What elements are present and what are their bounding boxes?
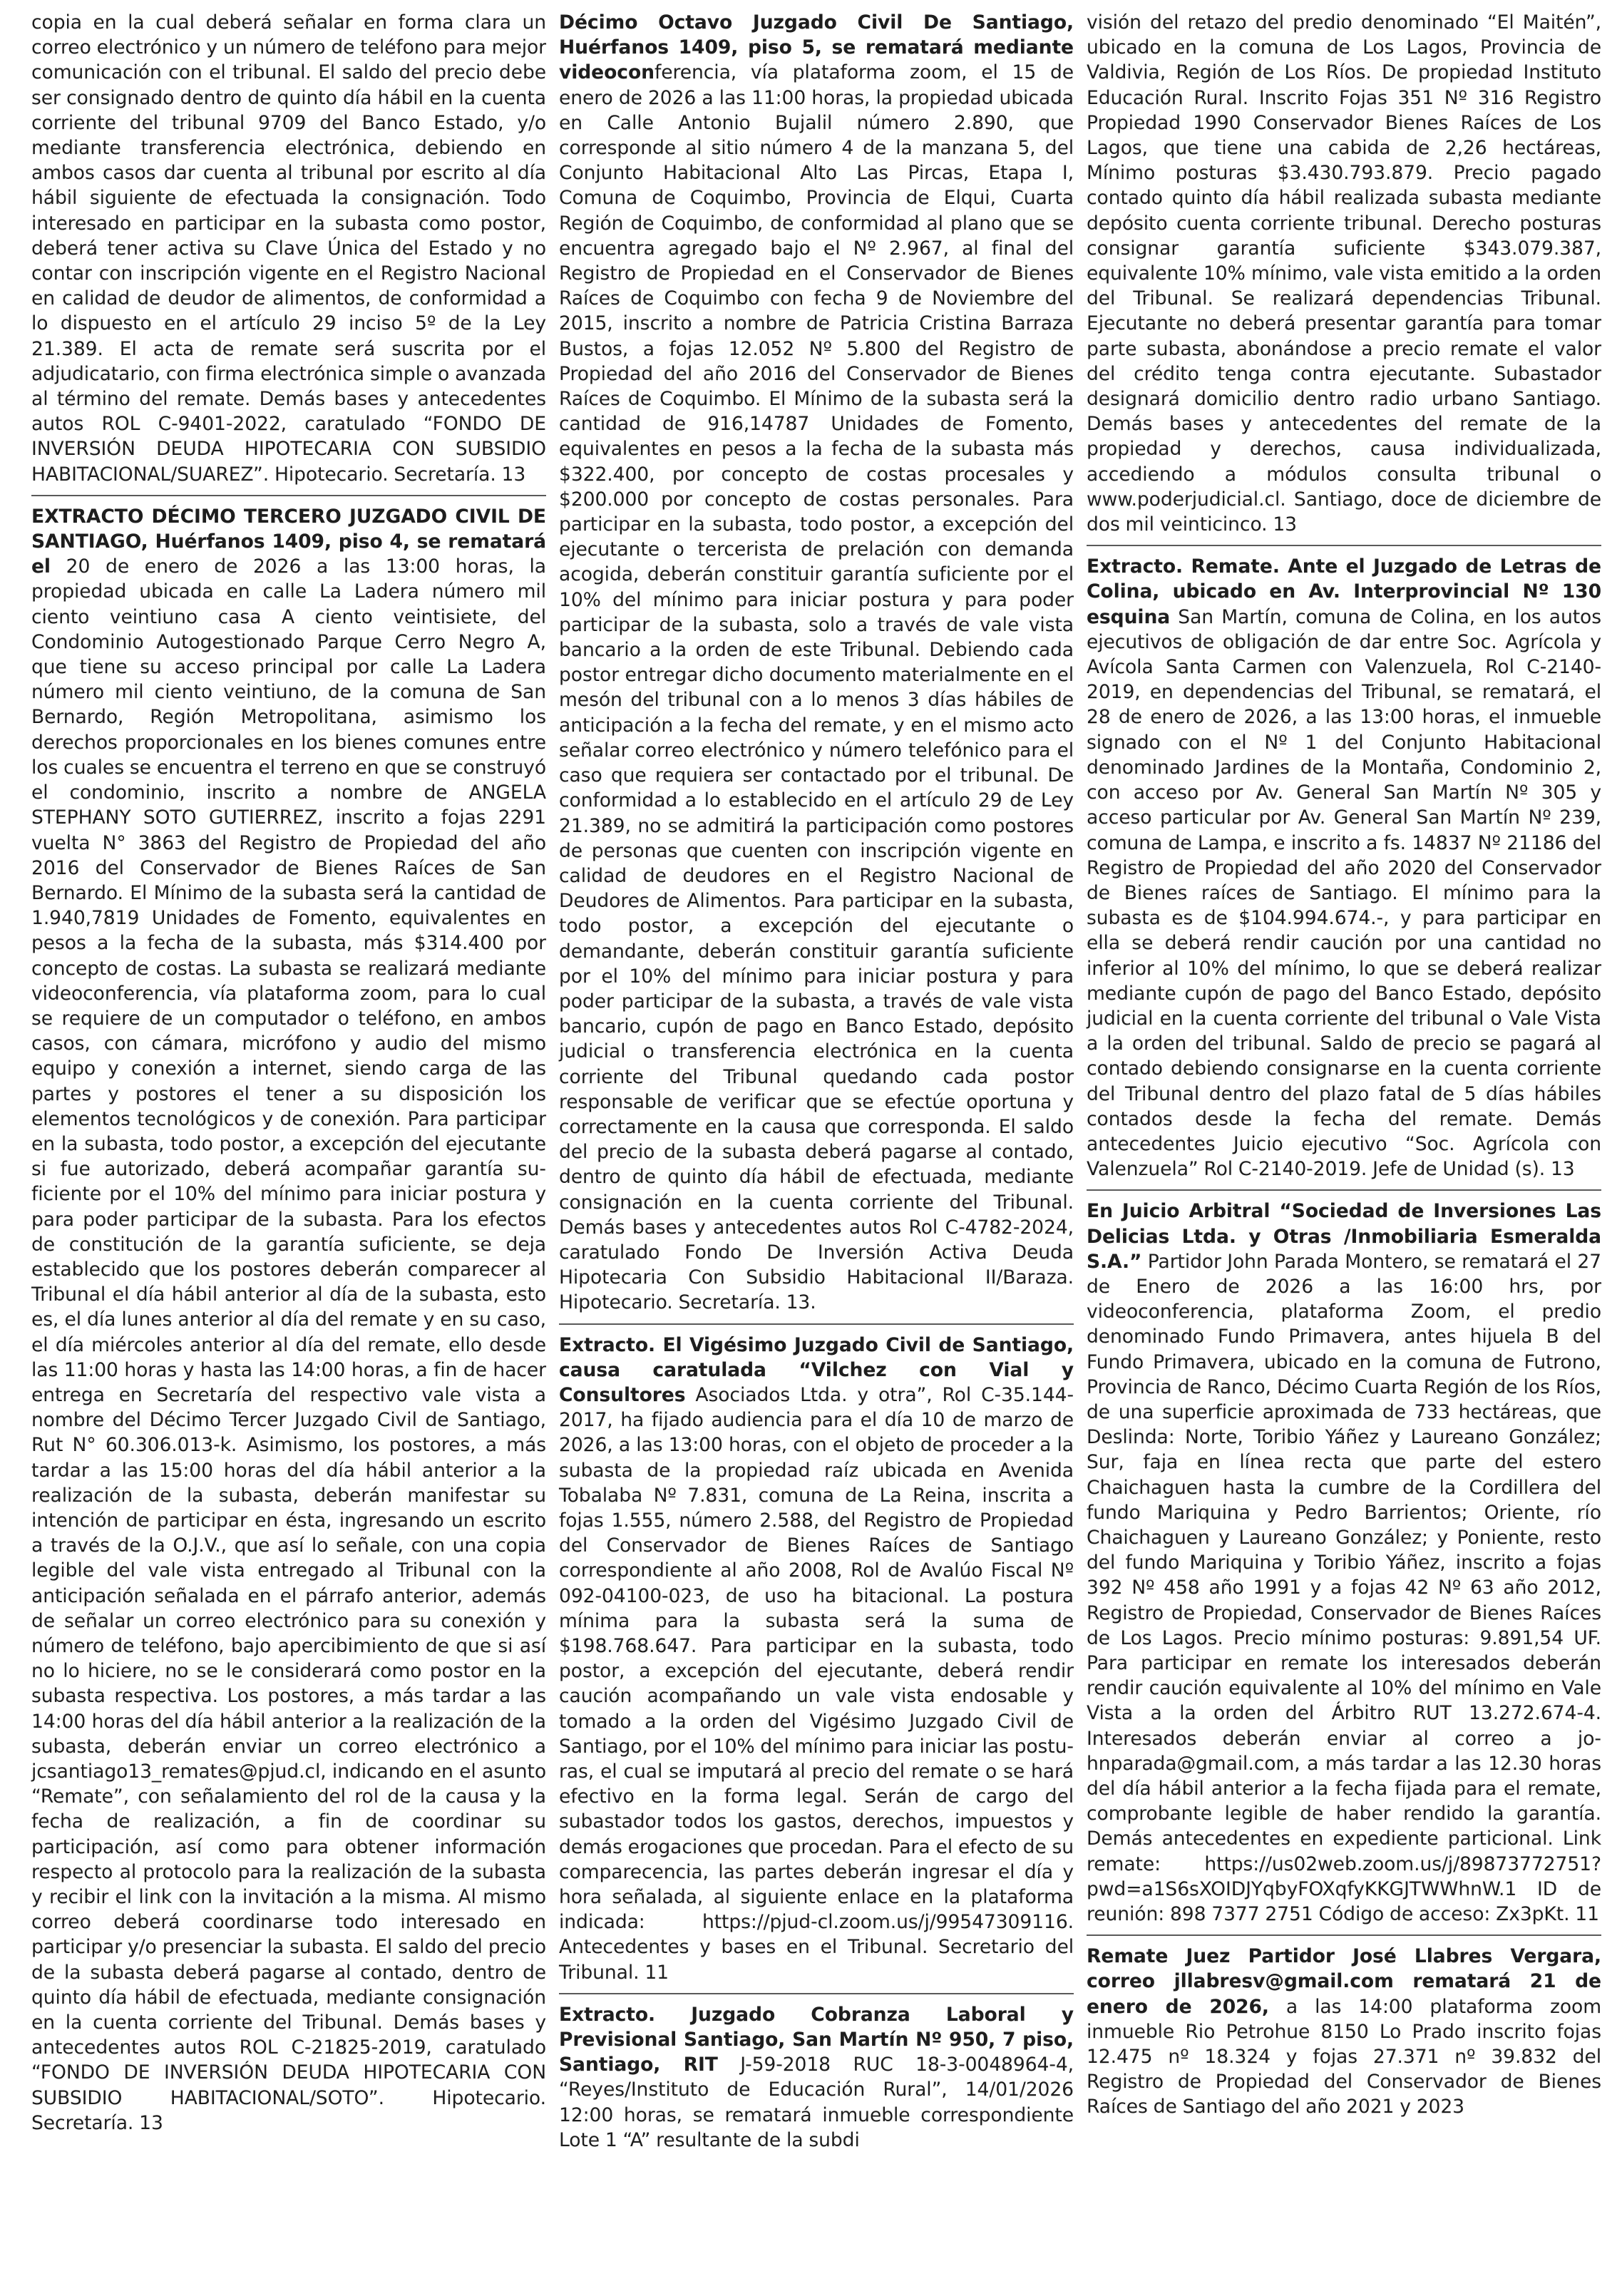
notice-lead: Extracto. Juzgado Cobranza Laboral y Previsional Santiago, San Martín Nº 950, 7 piso, Santiago, RIT — [559, 2003, 1074, 2076]
notice-body: Partidor John Parada Montero, se rematará el 27 de Enero de 2026 a las 16:00 hrs, por videoconferencia, plataforma Zoom, el predio denominado Fundo Primavera, antes hijuela B del Fundo Primavera, ubicado en la comuna de Futrono, Provincia de Ranco, Décimo Cuarta Región de los Ríos, de una superficie aproximada de 733 hectáreas, que Deslinda: Norte, Toribio Yáñez y Laureano González; Sur, faja en línea recta que parte del estero Chaichaguen hasta la cumbre de la Cordillera del fundo Mariquina y Pedro Barrientos; Oriente, río Chaichaguen y Laureano González; y Poniente, resto del fundo Mariquina y Toribio Yáñez, inscrito a fojas 392 Nº 458 año 1991 y a fojas 42 Nº 63 año 2012, Registro de Propiedad, Conservador de Bienes Raíces de Los Lagos. Precio mínimo posturas: 9.891,54 UF. Para participar en remate los interesados deberán rendir caución equivalente al 10% del mínimo en Vale Vista a la orden del Árbitro RUT 13.272.674-4. Interesados deberán enviar al correo a johnparada@gmail.com, a más tardar a las 12.30 horas del día hábil anterior a la fecha fijada para el remate, comprobante legible de haber rendido la garantía. Demás antecedentes en expediente particional. Link remate: https://us02web.zoom.us/j/89873772751?pwd=a1S6sXOIDJYqbyFOXqfyKKGJTWWhnW.1 ID de reunión: 898 7377 2751 Código de acceso: Zx3pKt. 11 — [1087, 1250, 1601, 1926]
notice-divider — [559, 1323, 1074, 1325]
notice-body: ferencia, vía plataforma zoom, el 15 de enero de 2026 a las 11:00 horas, la propiedad ubicada en Calle Antonio Bujalil número 2.890, que corresponde al sitio número 4 de la manzana 5, del Conjunto Habitacional Alto Las Pircas, Etapa I, Comuna de Coquimbo, Provincia de Elqui, Cuarta Región de Coquimbo, de conformidad al plano que se encuentra agregado bajo el Nº 2.967, al final del Registro de Propiedad en el Conservador de Bienes Raíces de Coquimbo con fecha 9 de Noviembre del 2015, inscrito a nombre de Patricia Cristina Barraza Bustos, a fojas 12.052 Nº 5.800 del Registro de Propiedad del año 2016 del Conservador de Bienes Raíces de Coquimbo. El Mínimo de la subasta será la cantidad de 916,14787 Unidades de Fomento, equivalentes en pesos a la fecha de la subasta más $322.400, por concepto de costas procesales y $200.000 por concepto de costas personales. Para participar en la subasta, todo postor, a excepción del ejecutante o tercerista de prelación con demanda acogida, deberán constituir garantía suficiente por el 10% del mínimo para iniciar postura y para poder participar de la subasta, solo a través de vale vista bancario a la orden de este Tribunal. Debiendo cada postor entregar dicho documento materialmente en el mesón del tribunal con a lo menos 3 días hábiles de anticipación a la fecha del remate, y en el mismo acto señalar correo electrónico y número telefónico para el caso que requiera ser contactado por el tribunal. De conformidad a lo establecido en el artículo 29 de Ley 21.389, no se admitirá la participación como postores de personas que cuenten con inscripción vigente en calidad de deudores en el Registro Nacional de Deudores de Alimentos. Para participar en la subasta, todo postor, a excepción del ejecutante o demandante, deberán constituir garantía suficiente por el 10% del mínimo para iniciar postura y para poder participar de la subasta, a través de vale vista bancario, cupón de pago en Banco Estado, depósito judicial o transferencia electrónica en la cuenta corriente del Tribunal quedando cada postor responsable de verificar que se efectúe oportuna y correctamente en la causa que corresponda. El saldo del precio de la subasta deberá pagarse al contado, dentro de quinto día hábil de efectuada, mediante consignación en la cuenta corriente del Tribunal. Demás bases y antecedentes autos Rol C-4782-2024, caratulado Fondo De Inversión Activa Deuda Hipotecaria Con Subsidio Habitacional II/Baraza. Hipotecario. Secretaría. 13. — [559, 61, 1074, 1314]
notice-text — [1087, 554, 1601, 1182]
notice-body: a las 14:00 plataforma zoom inmueble Rio Petrohue 8150 Lo Prado inscrito fojas 12.475 nº 18.324 y fojas 27.371 nº 39.832 del Registro de Propiedad del Conservador de Bienes Raíces de Santiago del año 2021 y 2023 — [1087, 1995, 1601, 2118]
notice-body: San Martín, comuna de Colina, en los autos ejecutivos de obligación de dar entre Soc. Agrícola y Avícola Santa Carmen con Valenzuela, Rol C-2140-2019, en dependencias del Tribunal, se rematará, el 28 de enero de 2026, a las 13:00 horas, el inmueble signado con el Nº 1 del Conjunto Habitacional denominado Jardines de la Montaña, Condominio 2, con acceso por Av. General San Martín Nº 305 y acceso particular por Av. General San Martín Nº 239, comuna de Lampa, e inscrito a fs. 14837 Nº 21186 del Registro de Propiedad del año 2020 del Conservador de Bienes raíces de Santiago. El mínimo para la subasta es de $104.994.674.-, y para participar en ella se deberá rendir caución por una cantidad no inferior al 10% del mínimo, lo que se deberá realizar mediante cupón de pago del Banco Estado, depósito judicial en la cuenta corriente del tribunal o Vale Vista a la orden del tribunal. Saldo de precio se pagará al contado debiendo consignarse en la cuenta corriente del Tribunal dentro del plazo fatal de 5 días hábiles contados desde la fecha del remate. Demás antecedentes Juicio ejecutivo “Soc. Agrícola con Valenzuela” Rol C-2140-2019. Jefe de Unidad (s). 13 — [1087, 605, 1601, 1181]
notice-continuation-el-maiten — [1087, 10, 1601, 537]
notice-decimo-octavo-juzgado — [559, 10, 1074, 1316]
notice-divider — [1087, 545, 1601, 546]
notice-text — [559, 10, 1074, 1316]
notice-juez-partidor-llabres — [1087, 1944, 1601, 2119]
column-3 — [1087, 10, 1601, 2120]
notice-lead: Décimo Octavo Juzgado Civil De Santiago, Huérfanos 1409, piso 5, se rematará mediante videocon — [559, 11, 1074, 84]
notice-text — [31, 10, 546, 487]
notice-juzgado-cobranza-laboral — [559, 2002, 1074, 2153]
notice-text — [1087, 10, 1601, 537]
notice-text — [559, 1333, 1074, 1985]
notice-divider — [31, 495, 546, 496]
notice-body: J-59-2018 RUC 18-3-0048964-4, “Reyes/Instituto de Educación Rural”, 14/01/2026 12:00 horas, se rematará inmueble correspondiente Lote 1 “A” resultante de la subdi — [559, 2054, 1074, 2151]
notice-divider — [1087, 1934, 1601, 1936]
notice-text — [1087, 1199, 1601, 1927]
notice-lead: Extracto. El Vigésimo Juzgado Civil de Santiago, causa caratulada “Vilchez con Vial y Consultores — [559, 1333, 1074, 1406]
notice-continuation-fondo-suarez — [31, 10, 546, 487]
notice-text — [559, 2002, 1074, 2153]
notice-lead: En Juicio Arbitral “Sociedad de Inversiones Las Delicias Ltda. y Otras /Inmobiliaria Esmeralda S.A.” — [1087, 1200, 1601, 1273]
column-1 — [31, 10, 546, 2136]
notice-decimo-tercero-juzgado — [31, 504, 546, 2136]
notice-body: Asociados Ltda. y otra”, Rol C-35.144-2017, ha fijado audiencia para el día 10 de marzo de 2026, a las 13:00 horas, con el objeto de proceder a la subasta de la propiedad raíz ubicada en Avenida Tobalaba Nº 7.831, comuna de La Reina, inscrita a fojas 1.555, número 2.588, del Registro de Propiedad del Conservador de Bienes Raíces de Santiago correspondiente al año 2008, Rol de Avalúo Fiscal Nº 092-04100-023, de uso ha bitacional. La postura mínima para la subasta será la suma de $198.768.647. Para participar en la subasta, todo postor, a excepción del ejecutante, deberá rendir caución acompañando un vale vista endosable y tomado a la orden del Vigésimo Juzgado Civil de Santiago, por el 10% del mínimo para iniciar las posturas, el cual se imputará al precio del remate o se hará efectivo en la forma legal. Serán de cargo del subastador todos los gastos, derechos, impuestos y demás erogaciones que procedan. Para el efecto de su comparecencia, las partes deberán ingresar el día y hora señalada, al siguiente enlace en la plataforma indicada: https://pjud-cl.zoom.us/j/99547309116. Antecedentes y bases en el Tribunal. Secretario del Tribunal. 11 — [559, 1383, 1074, 1984]
notice-vigesimo-juzgado — [559, 1333, 1074, 1985]
notice-lead: Remate Juez Partidor José Llabres Vergara, correo jllabresv@gmail.com rematará 21 de enero de 2026, — [1087, 1945, 1601, 2018]
column-2 — [559, 10, 1074, 2153]
notice-lead: Extracto. Remate. Ante el Juzgado de Letras de Colina, ubicado en Av. Interprovincial Nº 130 esquina — [1087, 555, 1601, 628]
notice-body: visión del retazo del predio denominado “El Maitén”, ubicado en la comuna de Los Lagos, Provincia de Valdivia, Región de Los Ríos. De propiedad Instituto Educación Rural. Inscrito Fojas 351 Nº 316 Registro Propiedad 1990 Conservador Bienes Raíces de Los Lagos, que tiene una cabida de 2,26 hectáreas, Mínimo posturas $3.430.793.879. Precio pagado contado quinto día hábil realizada subasta mediante depósito cuenta corriente tribunal. Derecho posturas consignar garantía suficiente $343.079.387, equivalente 10% mínimo, vale vista emitido a la orden del Tribunal. Se realizará dependencias Tribunal. Ejecutante no deberá presentar garantía para tomar parte subasta, abonándose a precio remate el valor del crédito tenga contra ejecutante. Subastador designará domicilio dentro radio urbano Santiago. Demás bases y antecedentes del remate de la propiedad y derechos, causa individualizada, accediendo a módulos consulta tribunal o www.poderjudicial.cl. Santiago, doce de diciembre de dos mil veinticinco. 13 — [1087, 11, 1601, 536]
notice-text — [31, 504, 546, 2136]
notice-text — [1087, 1944, 1601, 2119]
notice-divider — [1087, 1189, 1601, 1191]
notice-body: copia en la cual deberá señalar en forma clara un correo electrónico y un número de teléfono para mejor comunicación con el tribunal. El saldo del precio debe ser consignado dentro de quinto día hábil en la cuenta corriente del tribunal 9709 del Banco Estado, y/o mediante transferencia electrónica, debiendo en ambos casos dar cuenta al tribunal por escrito al día hábil siguiente de efectuada la consignación. Todo interesado en participar en la subasta como postor, deberá tener activa su Clave Única del Estado y no contar con inscripción vigente en el Registro Nacional en calidad de deudor de alimentos, de conformidad a lo dispuesto en el artículo 29 inciso 5º de la Ley 21.389. El acta de remate será suscrita por el adjudicatario, con firma electrónica simple o avanzada al término del remate. Demás bases y antecedentes autos ROL C-9401-2022, caratulado “FONDO DE INVERSIÓN DEUDA HIPOTECARIA CON SUBSIDIO HABITACIONAL/SUAREZ”. Hipotecario. Secretaría. 13 — [31, 11, 546, 486]
notice-divider — [559, 1993, 1074, 1994]
notice-lead: EXTRACTO DÉCIMO TERCERO JUZGADO CIVIL DE SANTIAGO, Huérfanos 1409, piso 4, se rematará el — [31, 505, 546, 578]
notice-body: 20 de enero de 2026 a las 13:00 horas, la propiedad ubicada en calle La Ladera número mil ciento veintiuno casa A ciento veintisiete, del Condominio Autogestionado Parque Cerro Negro A, que tiene su acceso principal por calle La Ladera número mil ciento veintiuno, de la comuna de San Bernardo, Región Metropolitana, asimismo los derechos proporcionales en los bienes comunes entre los cuales se encuentra el terreno en que se construyó el condominio, inscrito a nombre de ANGELA STEPHANY SOTO GUTIERREZ, inscrito a fojas 2291 vuelta N° 3863 del Registro de Propiedad del año 2016 del Conservador de Bienes Raíces de San Bernardo. El Mínimo de la subasta será la cantidad de 1.940,7819 Unidades de Fomento, equivalentes en pesos a la fecha de la subasta, más $314.400 por concepto de costas. La subasta se realizará mediante videoconferencia, vía plataforma zoom, para lo cual se requiere de un computador o teléfono, en ambos casos, con cámara, micrófono y audio del mismo equipo y conexión a internet, siendo carga de las partes y postores el tener a su disposición los elementos tecnológicos y de conexión. Para participar en la subasta, todo postor, a excepción del ejecutante si fue autorizado, deberá acompañar garantía suficiente por el 10% del mínimo para iniciar postura y para poder participar de la subasta. Para los efectos de constitución de la garantía suficiente, se deja establecido que los postores deberán comparecer al Tribunal el día hábil anterior al día de la subasta, esto es, el día lunes anterior al día del remate y en su caso, el día miércoles anterior al día del remate, ello desde las 11:00 horas y hasta las 14:00 horas, a fin de hacer entrega en Secretaría del respectivo vale vista a nombre del Décimo Tercer Juzgado Civil de Santiago, Rut N° 60.306.013-k. Asimismo, los postores, a más tardar a las 15:00 horas del día hábil anterior a la realización de la subasta, deberán manifestar su intención de participar en ésta, ingresando un escrito a través de la O.J.V., que así lo señale, con una copia legible del vale vista entregado al Tribunal con la anticipación señalada en el párrafo anterior, además de señalar un correo electrónico para su conexión y número de teléfono, bajo apercibimiento de que si así no lo hiciere, no se le considerará como postor en la subasta respectiva. Los postores, a más tardar a las 14:00 horas del día hábil anterior a la realización de la subasta, deberán enviar un correo electrónico a jcsantiago13_remates@pjud.cl, indicando en el asunto “Remate”, con señalamiento del rol de la causa y la fecha de realización, a fin de coordinar su participación, así como para obtener información respecto al protocolo para la realización de la subasta y recibir el link con la invitación a la misma. Al mismo correo deberá coordinarse todo interesado en participar y/o presenciar la subasta. El saldo del precio de la subasta deberá pagarse al contado, dentro de quinto día hábil de efectuada, mediante consignación en la cuenta corriente del Tribunal. Demás bases y antecedentes autos ROL C-21825-2019, caratulado “FONDO DE INVERSIÓN DEUDA HIPOTECARIA CON SUBSIDIO HABITACIONAL/SOTO”. Hipotecario. Secretaría. 13 — [31, 555, 546, 2134]
notice-juzgado-colina — [1087, 554, 1601, 1182]
notice-juicio-arbitral — [1087, 1199, 1601, 1927]
